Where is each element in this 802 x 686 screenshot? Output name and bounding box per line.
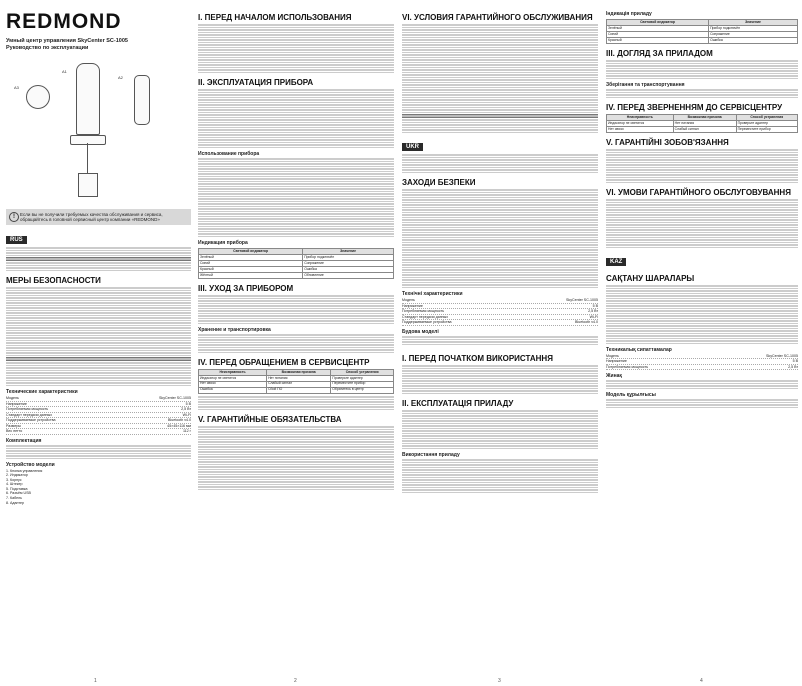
list-item: 1. Кнопка управления [6,468,43,473]
device-stand-illustration [70,135,106,145]
warning-text: Если вы не получили требуемых качества обслуживания и сервиса, обращайтесь в головной сервисный центр компании «REDMOND» [20,212,163,222]
list-item: 6. Разъём USB [6,491,31,496]
spec-row: Напряжение 5 В [606,359,798,364]
device-figure: A1 A2 A3 [6,55,191,205]
table-row: Нет связи Слабый сигнал Переместите прибор [199,381,394,387]
section-warranty-terms-uk: VI. УМОВИ ГАРАНТІЙНОГО ОБСЛУГОВУВАННЯ [606,187,791,197]
device-body-illustration [76,63,100,135]
spec-row: Модель SkyCenter SC-1005 [606,353,798,358]
brand-logo: REDMOND [6,10,122,33]
section-care-ru: III. УХОД ЗА ПРИБОРОМ [198,283,294,293]
warning-icon: ! [9,212,19,222]
section-specs-kz: Техникалық сипаттамалар [606,346,672,353]
section-indication-uk: Індикація приладу [606,11,652,17]
section-storage-uk: Зберігання та транспортування [606,81,685,88]
spec-row: Поддерживаемые устройства Bluetooth v4.0 [6,418,191,422]
page-number: 1 [94,678,97,684]
page-number: 3 [498,678,501,684]
section-care-uk: ІІІ. ДОГЛЯД ЗА ПРИЛАДОМ [606,48,713,58]
list-item: 2. Индикатор [6,473,28,478]
section-safety-ru: МЕРЫ БЕЗОПАСНОСТИ [6,276,101,285]
spec-row: Напряжение 5 В [6,401,191,406]
table-row: Зелёный Прибор подключён [607,25,798,31]
section-kit-ru: Комплектация [6,437,42,444]
language-tag-rus: RUS [6,236,27,244]
section-indication-ru: Индикация прибора [198,240,248,246]
list-item: 3. Корпус [6,477,22,482]
spec-list-kz [606,354,798,371]
cable-illustration [87,143,88,173]
list-item: 4. Штекер [6,482,23,487]
section-warranty-uk: V. ГАРАНТІЙНІ ЗОБОВ'ЯЗАННЯ [606,137,729,147]
section-storage-ru: Хранение и транспортировка [198,326,271,333]
language-tag-ukr: UKR [402,143,423,151]
table-row: Ошибка Сбой ПО Обратитесь в центр [199,387,394,393]
column-1 [6,8,191,680]
spec-row: Стандарт передачи данных Wi-Fi [402,314,598,319]
table-row: Синий Сопряжение [607,31,798,37]
section-warranty-ru: V. ГАРАНТИЙНЫЕ ОБЯЗАТЕЛЬСТВА [198,414,342,424]
trouble-table-uk: Неисправность Возможная причина Способ устранения Индикатор не светится Нет питания Проверьте адаптер Нет связи Слабый сигнал Переместите прибор [606,114,798,133]
list-item: 5. Подставка [6,486,28,491]
section-operation-ru: II. ЭКСПЛУАТАЦИЯ ПРИБОРА [198,78,314,87]
parts-list-ru [6,469,191,506]
section-specs-ru: Технические характеристики [6,389,78,395]
table-row: Красный Ошибка [607,37,798,43]
trouble-table-ru: Неисправность Возможная причина Способ устранения Индикатор не светится Нет питания Проверьте адаптер Нет связи Слабый сигнал Переместите прибор Ошибка Сбой ПО Обратитесь в центр [198,369,394,394]
table-row: Жёлтый Обновление [199,272,394,278]
page-number: 2 [294,678,297,684]
spec-row: Напряжение 5 В [402,303,598,308]
spec-row: Потребляемая мощность 2,5 Вт [606,364,798,369]
spec-row: Поддерживаемые устройства Bluetooth v4.0 [402,320,598,324]
section-safety-uk: ЗАХОДИ БЕЗПЕКИ [402,178,476,187]
column-2 [198,8,394,680]
section-safety-kz: САҚТАНУ ШАРАЛАРЫ [606,273,695,283]
section-service-uk: IV. ПЕРЕД ЗВЕРНЕННЯМ ДО СЕРВІСЦЕНТРУ [606,102,783,112]
device-bottom-illustration [26,85,50,109]
section-parts-uk: Будова моделі [402,328,439,335]
spec-row: Вес нетто 112 г [6,429,191,433]
spec-row: Стандарт передачи данных Wi-Fi [6,412,191,417]
section-before-use-ru: I. ПЕРЕД НАЧАЛОМ ИСПОЛЬЗОВАНИЯ [198,13,352,22]
table-row: Индикатор не светится Нет питания Проверьте адаптер [607,120,798,126]
spec-list-ru [6,396,191,435]
section-before-use-uk: І. ПЕРЕД ПОЧАТКОМ ВИКОРИСТАННЯ [402,353,553,363]
table-row: Зелёный Прибор подключён [199,254,394,260]
section-operation-uk: ІІ. ЕКСПЛУАТАЦІЯ ПРИЛАДУ [402,398,514,408]
spec-row: Модель SkyCenter SC-1005 [6,396,191,400]
led-table-uk: Световой индикатор Значение Зелёный Прибор подключён Синий Сопряжение Красный Ошибка [606,19,798,44]
section-warranty-terms-ru: VI. УСЛОВИЯ ГАРАНТИЙНОГО ОБСЛУЖИВАНИЯ [402,13,593,22]
section-parts-kz: Модель құрылғысы [606,392,656,399]
table-row: Синий Сопряжение [199,260,394,266]
table-row: Красный Ошибка [199,266,394,272]
list-item: 8. Адаптер [6,500,25,505]
spec-row: Размеры 45×45×116 мм [6,423,191,428]
manual-label: Руководство по эксплуатации [6,45,89,51]
column-3 [402,8,598,680]
section-specs-uk: Технічні характеристики [402,291,463,297]
section-usage-uk: Використання приладу [402,451,460,458]
section-service-ru: IV. ПЕРЕД ОБРАЩЕНИЕМ В СЕРВИСЦЕНТР [198,357,370,367]
service-warning [6,209,191,225]
spec-list-uk [402,298,598,326]
page-number: 4 [700,678,703,684]
table-row: Нет связи Слабый сигнал Переместите прибор [607,126,798,132]
spec-row: Модель SkyCenter SC-1005 [402,298,598,302]
product-title: Умный центр управления SkyCenter SC-1005 [6,38,128,44]
adapter-illustration [78,173,98,197]
section-parts-ru: Устройство модели [6,461,55,468]
section-kit-kz: Жинақ [606,373,622,380]
section-usage-ru: Использование прибора [198,151,260,157]
table-row: Индикатор не светится Нет питания Проверьте адаптер [199,375,394,381]
column-4 [606,8,798,680]
spec-row: Потребляемая мощность 2,5 Вт [6,407,191,411]
spec-row: Потребляемая мощность 2,5 Вт [402,309,598,313]
list-item: 7. Кабель [6,496,22,501]
device-side-illustration [134,75,150,125]
led-table-ru: Световой индикатор Значение Зелёный Прибор подключён Синий Сопряжение Красный Ошибка Жёлтый Обновление [198,248,394,279]
language-tag-kaz: KAZ [606,258,626,266]
